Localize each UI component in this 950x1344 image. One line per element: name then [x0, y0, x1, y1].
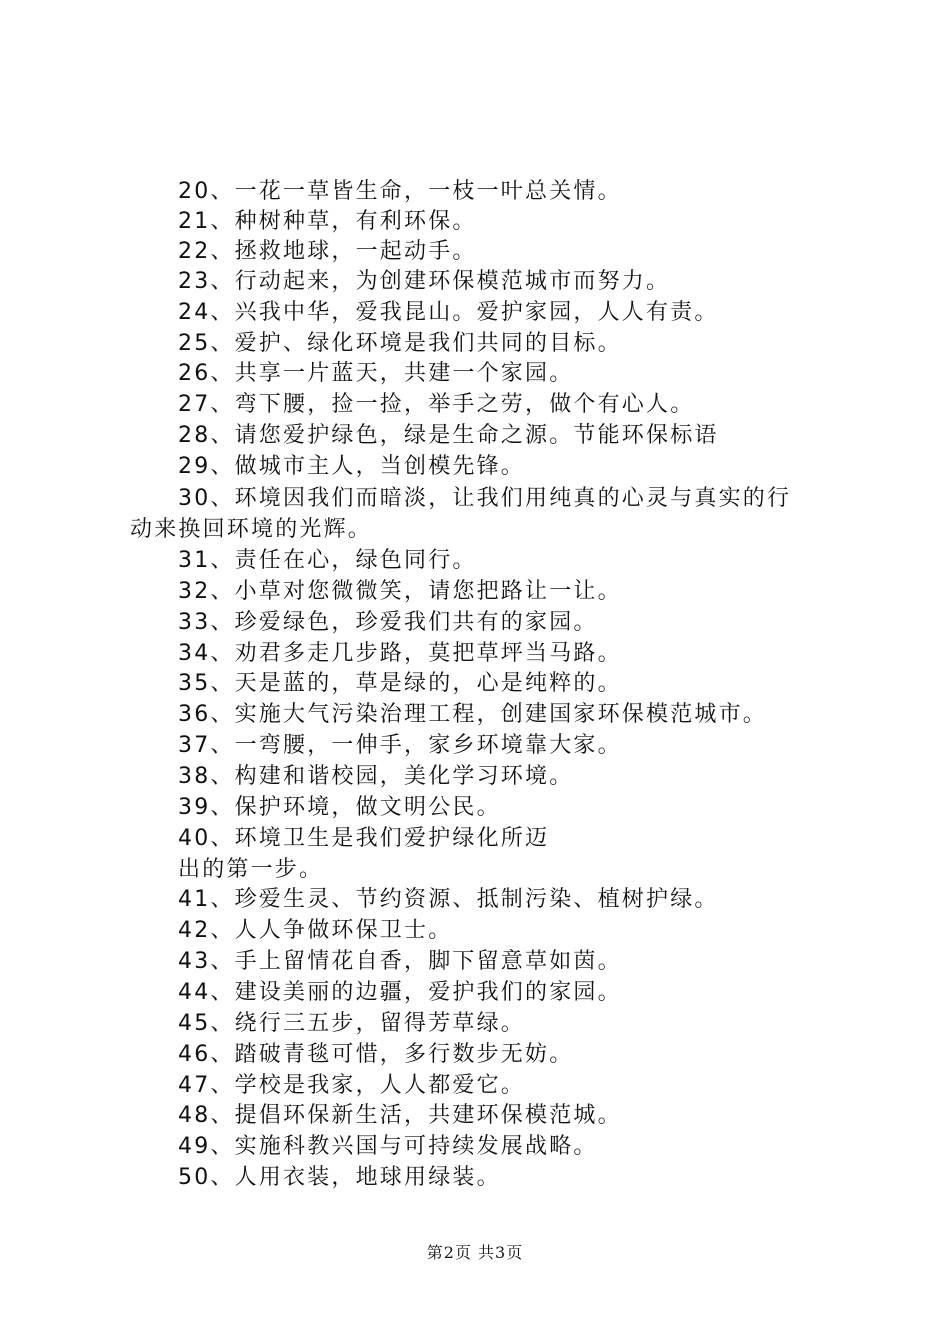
- slogan-line-continuation: 动来换回环境的光辉。: [130, 517, 373, 542]
- slogan-line: 48、提倡环保新生活，共建环保模范城。: [178, 1103, 622, 1128]
- slogan-line: 44、建设美丽的边疆，爱护我们的家园。: [178, 980, 622, 1005]
- slogan-line: 31、责任在心，绿色同行。: [178, 548, 477, 573]
- slogan-line: 21、种树种草，有利环保。: [178, 209, 477, 234]
- slogan-line: 41、珍爱生灵、节约资源、抵制污染、植树护绿。: [178, 887, 719, 912]
- slogan-line: 22、拯救地球，一起动手。: [178, 239, 477, 264]
- slogan-line: 35、天是蓝的，草是绿的，心是纯粹的。: [178, 671, 622, 696]
- slogan-line: 30、环境因我们而暗淡，让我们用纯真的心灵与真实的行: [178, 486, 792, 511]
- slogan-line: 34、劝君多走几步路，莫把草坪当马路。: [178, 641, 622, 666]
- slogan-line: 29、做城市主人，当创模先锋。: [178, 454, 525, 479]
- slogan-line: 49、实施科教兴国与可持续发展战略。: [178, 1134, 598, 1159]
- slogan-line: 43、手上留情花自香，脚下留意草如茵。: [178, 949, 622, 974]
- slogan-line: 45、绕行三五步，留得芳草绿。: [178, 1011, 525, 1036]
- slogan-line: 23、行动起来，为创建环保模范城市而努力。: [178, 269, 671, 294]
- slogan-line: 26、共享一片蓝天，共建一个家园。: [178, 361, 574, 386]
- slogan-line: 27、弯下腰，捡一捡，举手之劳，做个有心人。: [178, 392, 695, 417]
- slogan-line: 42、人人争做环保卫士。: [178, 918, 453, 943]
- slogan-line-continuation: 出的第一步。: [178, 857, 324, 882]
- slogan-line: 28、请您爱护绿色，绿是生命之源。节能环保标语: [178, 423, 719, 448]
- slogan-line: 46、踏破青毯可惜，多行数步无妨。: [178, 1042, 574, 1067]
- slogan-line: 39、保护环境，做文明公民。: [178, 795, 501, 820]
- slogan-line: 20、一花一草皆生命，一枝一叶总关情。: [178, 179, 622, 204]
- slogan-line: 36、实施大气污染治理工程，创建国家环保模范城市。: [178, 702, 767, 727]
- slogan-line: 47、学校是我家，人人都爱它。: [178, 1073, 525, 1098]
- slogan-line: 25、爱护、绿化环境是我们共同的目标。: [178, 331, 622, 356]
- slogan-line: 38、构建和谐校园，美化学习环境。: [178, 764, 574, 789]
- slogan-line: 24、兴我中华，爱我昆山。爱护家园，人人有责。: [178, 300, 719, 325]
- slogan-line: 32、小草对您微微笑，请您把路让一让。: [178, 579, 622, 604]
- slogan-line: 50、人用衣装，地球用绿装。: [178, 1165, 501, 1190]
- slogan-line: 33、珍爱绿色，珍爱我们共有的家园。: [178, 610, 598, 635]
- slogan-line: 37、一弯腰，一伸手，家乡环境靠大家。: [178, 733, 622, 758]
- page-number-footer: 第2页 共3页: [426, 1243, 524, 1262]
- slogan-line: 40、环境卫生是我们爱护绿化所迈: [178, 826, 550, 851]
